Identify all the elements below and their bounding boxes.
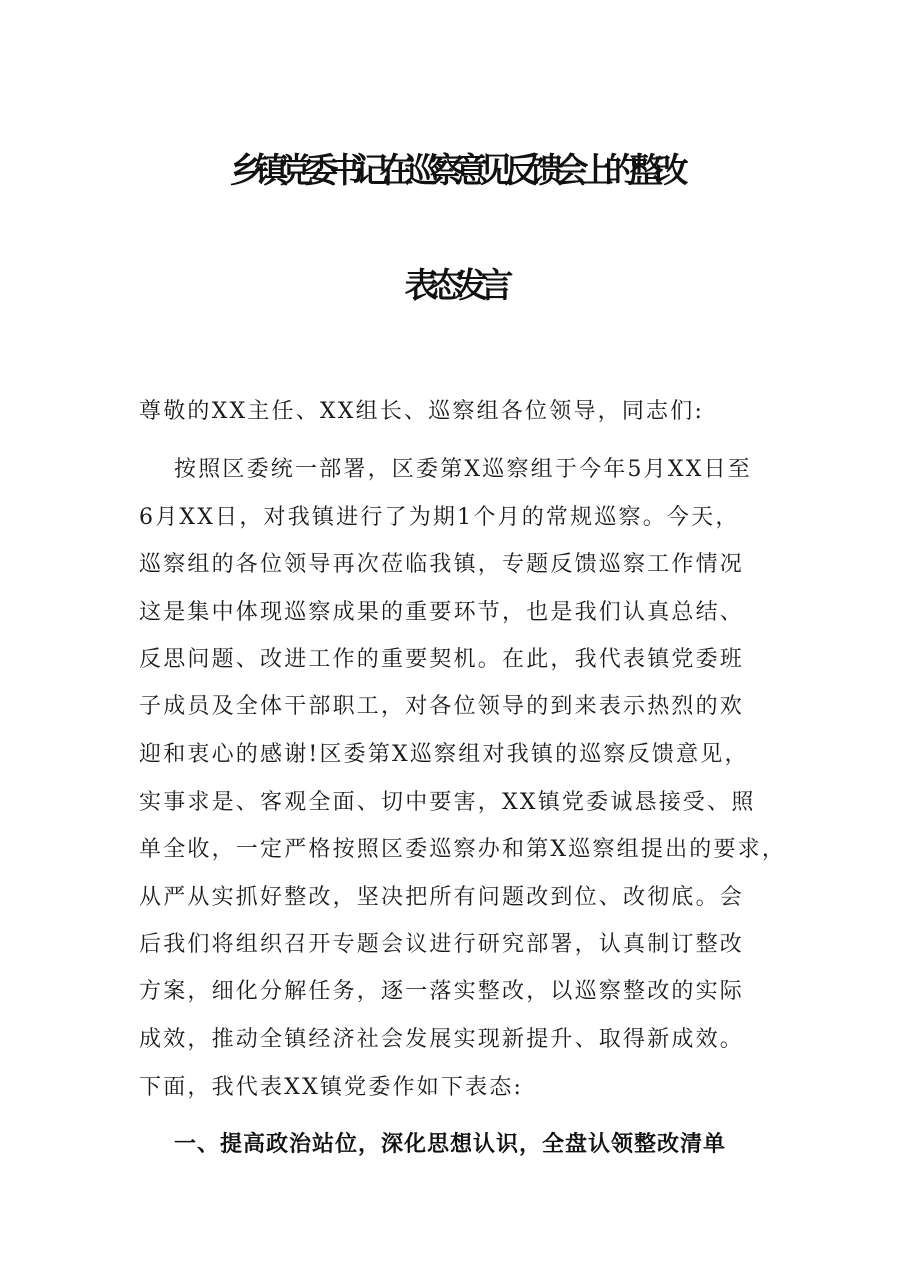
section-heading: 一、提高政治站位，深化思想认识，全盘认领整改清单: [174, 1132, 727, 1157]
body-line-12: 方案，细化分解任务，逐一落实整改，以巡察整改的实际: [139, 979, 745, 1004]
body-line-5: 反思问题、改进工作的重要契机。在此，我代表镇党委班: [139, 647, 745, 672]
body-line-9: 单全收，一定严格按照区委巡察办和第X巡察组提出的要求，: [139, 837, 787, 862]
body-line-8: 实事求是、客观全面、切中要害，XX镇党委诚恳接受、照: [139, 790, 756, 815]
body-line-2: 6月XX日，对我镇进行了为期1个月的常规巡察。今天，: [139, 505, 740, 530]
salutation: 尊敬的XX主任、XX组长、巡察组各位领导，同志们:: [139, 399, 705, 424]
body-line-3: 巡察组的各位领导再次莅临我镇，专题反馈巡察工作情况: [139, 552, 745, 577]
document-title-line-1: 乡镇党委书记在巡察意见反馈会上的整改: [229, 151, 680, 191]
body-line-7: 迎和衷心的感谢!区委第X巡察组对我镇的巡察反馈意见，: [139, 742, 749, 767]
body-line-14: 下面，我代表XX镇党委作如下表态:: [139, 1075, 524, 1100]
body-line-1: 按照区委统一部署，区委第X巡察组于今年5月XX日至: [174, 457, 752, 482]
document-title-line-2: 表态发言: [404, 266, 505, 306]
body-line-6: 子成员及全体干部职工，对各位领导的到来表示热烈的欢: [139, 694, 745, 719]
body-line-10: 从严从实抓好整改，坚决把所有问题改到位、改彻底。会: [139, 885, 745, 910]
body-line-4: 这是集中体现巡察成果的重要环节，也是我们认真总结、: [139, 600, 745, 625]
body-line-13: 成效，推动全镇经济社会发展实现新提升、取得新成效。: [139, 1027, 745, 1052]
body-line-11: 后我们将组织召开专题会议进行研究部署，认真制订整改: [139, 932, 745, 957]
